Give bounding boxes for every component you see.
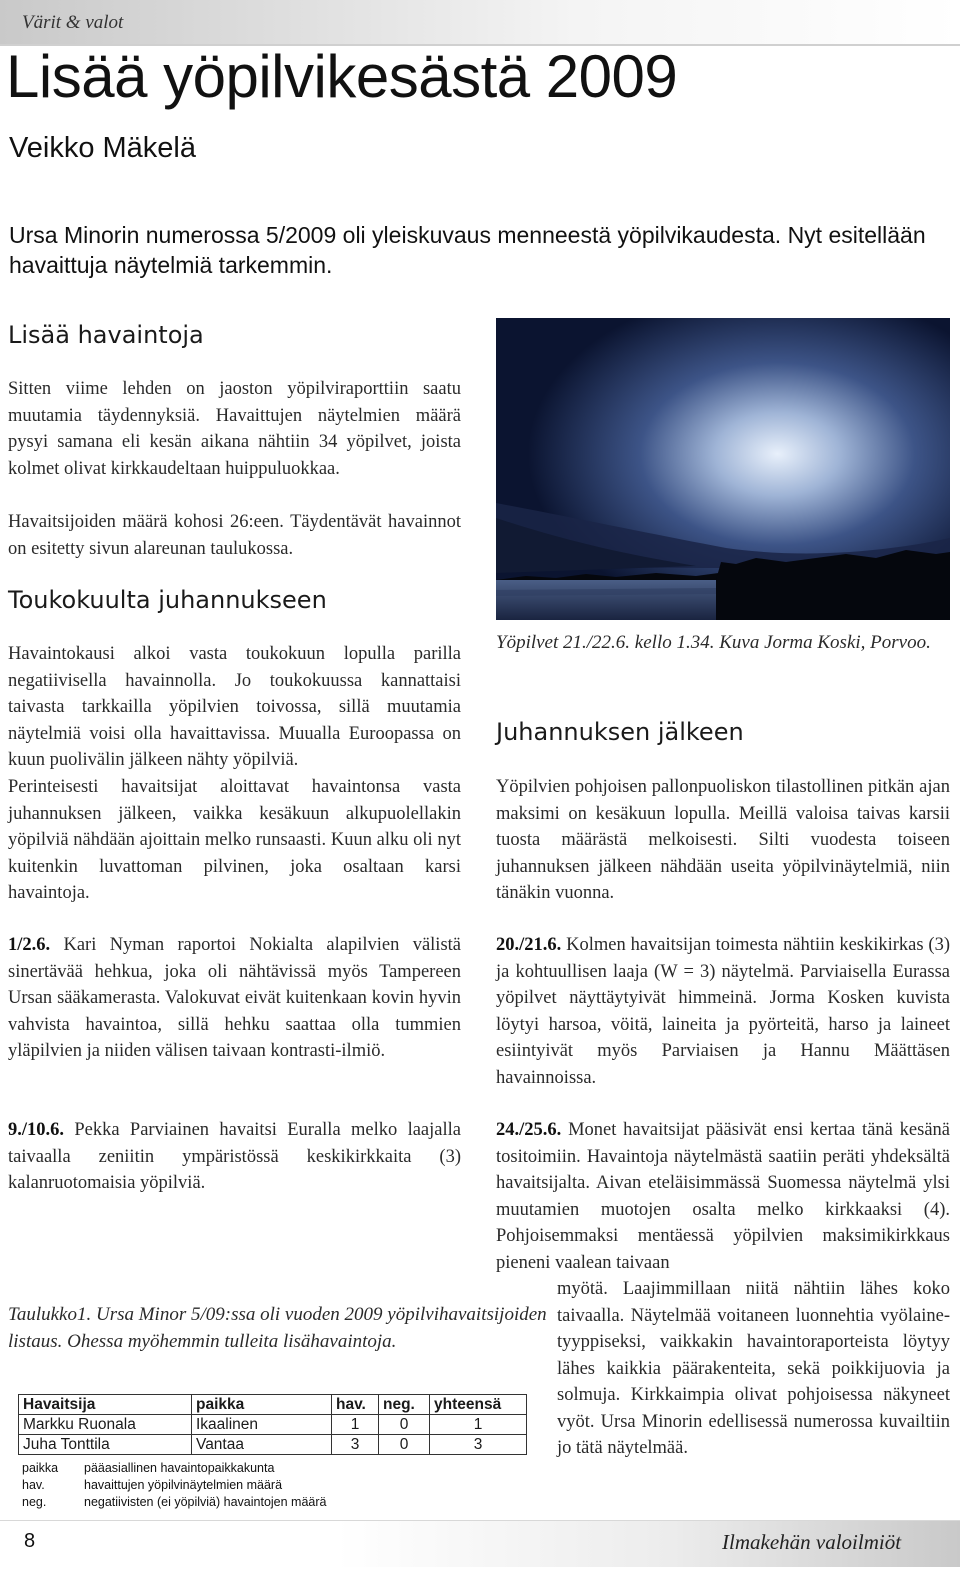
table-cell: 3: [332, 1435, 379, 1455]
column-header: Havaitsija: [19, 1395, 192, 1415]
paragraph-after-1: Yöpilvien pohjoisen pallonpuoliskon tilastollinen pitkän ajan maksimi on kesäkuun lopulla. Meillä valoisa taivas karsii tuosta määrästä melkoisesti. Silti vuodesta toiseen juhannuksen jälkeen nähdään useita yöpilvinäytelmiä, niin tänäkin vuonna.: [496, 777, 950, 903]
table-cell: 3: [430, 1435, 527, 1455]
footer-publication-title: Ilmakehän valoilmiöt: [722, 1530, 902, 1554]
legend-text: havaittujen yöpilvinäytelmien määrä: [84, 1478, 283, 1492]
paragraph-more-1: Sitten viime lehden on jaoston yöpilviraporttiin saatu muutamia täydennyksiä. Havaittujen näytelmien määrä pysyi samana eli kesän aikana nähtiin 34 yöpilvet, joista kolmet olivat kirkkaudeltaan huippuluokkaa.: [8, 379, 461, 479]
entry-text: Kolmen havaitsijan toimesta nähtiin keskikirkas (3) ja kohtuullisen laaja (W = 3) näytelmä. Parviaisella Eurassa yöpilvet näyttäytyivät himmeinä. Jorma Kosken kuvista löytyi harsoa, vöitä, laineita ja pyörteitä, harso ja laineet esiintyivät myös Parviaisen ja Hannu Määttäsen havainnoissa.: [496, 935, 951, 1088]
paragraph-more-2: Havaitsijoiden määrä kohosi 26:een. Täydentävät havainnot on esitetty sivun alareunan taulukossa.: [8, 512, 461, 559]
article-title: Lisää yöpilvikesästä 2009: [6, 43, 678, 110]
table-cell: Markku Ruonala: [19, 1415, 192, 1435]
paragraph-may-2: Perinteisesti havaitsijat aloittavat havaintonsa vasta juhannuksen jälkeen, vaikka kesäkuun alkupuolellakin yöpilviä nähdään ajoittain melko runsaasti. Kuun alku oli nyt kuitenkin luvattoman pilvinen, joka osaltaan karsi havaintoja.: [8, 777, 461, 903]
page-number: 8: [24, 1530, 36, 1552]
column-header: hav.: [332, 1395, 379, 1415]
entry-1-2-6: [8, 932, 461, 1065]
legend-key: paikka: [22, 1461, 59, 1475]
legend-item: [22, 1477, 327, 1494]
entry-24-25-6: [496, 1117, 950, 1276]
table-cell: 0: [379, 1415, 430, 1435]
legend-key: neg.: [22, 1495, 47, 1509]
column-header: yhteensä: [430, 1395, 527, 1415]
author-name: Veikko Mäkelä: [9, 132, 196, 164]
entry-text: Monet havaitsijat pääsivät ensi kertaa tänä kesänä tositoimiin. Havaintoja näytelmästä saatiin peräti yhdeksältä havaitsijalta. Aivan eteläisimmässä Suomessa näytelmä ylsi muutamien muotojen osalta melko kirkkaaksi (4). Pohjoisemmaksi mentäessä yöpilvien maksimikirkkaus pieneni vaalean taivaan: [496, 1120, 951, 1273]
entry-date: 24./25.6.: [496, 1120, 562, 1140]
entry-date: 1/2.6.: [8, 935, 51, 955]
column-header: neg.: [379, 1395, 430, 1415]
entry-9-10-6: [8, 1117, 461, 1197]
entry-date: 9./10.6.: [8, 1120, 65, 1140]
observations-table: [18, 1394, 527, 1455]
heading-after-midsummer: Juhannuksen jälkeen: [496, 718, 744, 746]
legend-text: pääasiallinen havaintopaikkakunta: [84, 1461, 275, 1475]
column-header: paikka: [192, 1395, 332, 1415]
legend-key: hav.: [22, 1478, 45, 1492]
paragraph-may-1: Havaintokausi alkoi vasta toukokuun lopulla parilla negatiivisella havainnolla. Jo toukokuussa kannattaisi taivasta tarkkailla yöpilvien toivossa, sillä muutamia näytelmiä voisi olla havaittavissa. Muualla Euroopassa on kuun puolivälin jälkeen nähty yöpilviä.: [8, 644, 461, 770]
section-label: Värit & valot: [22, 12, 124, 33]
table-cell: 0: [379, 1435, 430, 1455]
table-cell: Vantaa: [192, 1435, 332, 1455]
table-legend: [22, 1460, 327, 1511]
header-bar: [0, 0, 960, 46]
legend-text: negatiivisten (ei yöpilviä) havaintojen määrä: [84, 1495, 327, 1509]
entry-20-21-6: [496, 932, 950, 1091]
legend-item: [22, 1494, 327, 1511]
heading-may-to-midsummer: Toukokuulta juhannukseen: [8, 586, 327, 614]
table-header-row: [19, 1395, 527, 1415]
entry-date: 20./21.6.: [496, 935, 562, 955]
entry-text: Pekka Parviainen havaitsi Euralla melko laajalla taivaalla zeniitin ympäristössä keskikirkkaita (3) kalanruotomaisia yöpilviä.: [8, 1120, 461, 1193]
lead-paragraph: Ursa Minorin numerossa 5/2009 oli yleiskuvaus menneestä yöpilvikaudesta. Nyt esitellään havaittuja näytelmiä tarkemmin.: [9, 222, 926, 278]
table-cell: Juha Tonttila: [19, 1435, 192, 1455]
table-caption: Taulukko1. Ursa Minor 5/09:ssa oli vuoden 2009 yöpilvihavaitsijoiden listaus. Ohessa myöhemmin tulleita lisähavaintoja.: [8, 1304, 547, 1352]
table-row: [19, 1415, 527, 1435]
entry-text: Kari Nyman raportoi Nokialta alapilvien välistä sinertävää hehkua, joka oli nähtävissä myös Tampereen Ursan sääkamerasta. Valokuvat eivät kuitenkaan kovin hyvin vahvista havaintoa, sillä hehku saattaa olla tummien yläpilvien ja niiden välisen taivaan kontrasti-ilmiö.: [8, 935, 461, 1061]
legend-item: [22, 1460, 327, 1477]
table-cell: 1: [430, 1415, 527, 1435]
noctilucent-cloud-photo: [496, 318, 950, 620]
photo-caption: Yöpilvet 21./22.6. kello 1.34. Kuva Jorma Koski, Porvoo.: [496, 632, 931, 653]
table-cell: 1: [332, 1415, 379, 1435]
table-row: [19, 1435, 527, 1455]
table-cell: Ikaalinen: [192, 1415, 332, 1435]
entry-24-25-6-continued: myötä. Laajimmillaan niitä nähtiin lähes koko taivaalla. Näytelmää voitaneen luonnehtia vyölaine-tyyppiseksi, vaikkakin havaintoraporteista löytyy lähes kaikkia päärakenteita, sekä poikkijuovia ja solmuja. Kirkkaimpia olivat pohjoisessa näkyneet vyöt. Ursa Minorin edellisessä numerossa kuvailtiin jo tätä näytelmää.: [557, 1279, 950, 1458]
heading-more-observations: Lisää havaintoja: [8, 321, 204, 349]
